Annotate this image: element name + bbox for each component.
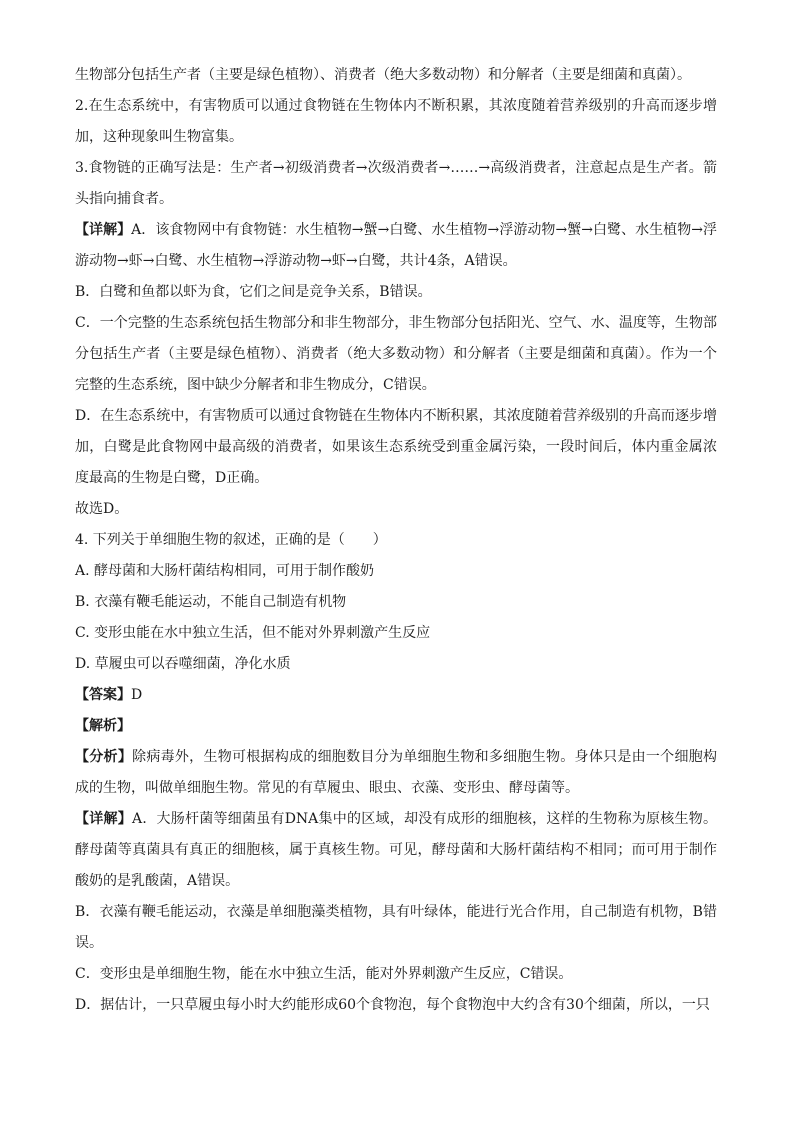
- paragraph-point-3: 3.食物链的正确写法是：生产者→初级消费者→次级消费者→……→高级消费者，注意起点是生产者。箭头指向捕食者。: [75, 160, 717, 207]
- document-page: [75, 60, 717, 1021]
- detail2-a-text: A．大肠杆菌等细菌虽有DNA集中的区域，却没有成形的细胞核，这样的生物称为原核生物。酵母菌等真菌具有真正的细胞核，属于真核生物。可见，酵母菌和大肠杆菌结构不相同；而可用于制作酸奶的是乳酸菌，A错误。: [75, 811, 718, 889]
- option-c: C. 变形虫能在水中独立生活，但不能对外界刺激产生反应: [75, 625, 431, 641]
- analysis-tag: 【解析】: [75, 718, 131, 734]
- paragraph-detail2-c: C．变形虫是单细胞生物，能在水中独立生活，能对外界刺激产生反应，C错误。: [75, 966, 573, 982]
- fenxi-tag: 【分析】: [75, 749, 133, 765]
- detail-tag: 【详解】: [75, 222, 132, 238]
- paragraph-detail-d: D．在生态系统中，有害物质可以通过食物链在生物体内不断积累，其浓度随着营养级别的升高而逐步增加，白鹭是此食物网中最高级的消费者，如果该生态系统受到重金属污染，一段时间后，体内重金属浓度最高的生物是白鹭，D正确。: [75, 408, 717, 486]
- answer-value: D: [131, 687, 143, 703]
- paragraph-conclusion: 故选D。: [75, 501, 129, 517]
- answer-line: [75, 680, 717, 711]
- paragraph-detail-a: [75, 215, 717, 277]
- fenxi-text: 除病毒外，生物可根据构成的细胞数目分为单细胞生物和多细胞生物。身体只是由一个细胞构成的生物，叫做单细胞生物。常见的有草履虫、眼虫、衣藻、变形虫、酵母菌等。: [75, 749, 718, 796]
- paragraph-detail2-d: D．据估计，一只草履虫每小时大约能形成60个食物泡，每个食物泡中大约含有30个细菌，所以，一只: [75, 997, 710, 1013]
- paragraph-detail-c: C．一个完整的生态系统包括生物部分和非生物部分，非生物部分包括阳光、空气、水、温度等，生物部分包括生产者（主要是绿色植物）、消费者（绝大多数动物）和分解者（主要是细菌和真菌）。作为一个完整的生态系统，图中缺少分解者和非生物成分，C错误。: [75, 315, 717, 393]
- paragraph-detail2-b: B．衣藻有鞭毛能运动，衣藻是单细胞藻类植物，具有叶绿体，能进行光合作用，自己制造有机物，B错误。: [75, 904, 717, 951]
- paragraph-detail2-a: [75, 804, 717, 897]
- detail-tag-2: 【详解】: [75, 811, 132, 827]
- answer-tag: 【答案】: [75, 687, 131, 703]
- paragraph-biotic-components: 生物部分包括生产者（主要是绿色植物）、消费者（绝大多数动物）和分解者（主要是细菌和真菌）。: [75, 67, 691, 83]
- question-4: 4. 下列关于单细胞生物的叙述，正确的是（ ）: [75, 532, 387, 548]
- option-b: B. 衣藻有鞭毛能运动，不能自己制造有机物: [75, 594, 347, 610]
- detail-a-text: A．该食物网中有食物链：水生植物→蟹→白鹭、水生植物→浮游动物→蟹→白鹭、水生植物→浮游动物→虾→白鹭、水生植物→浮游动物→虾→白鹭，共计4条，A错误。: [75, 222, 718, 269]
- paragraph-fenxi: [75, 742, 717, 804]
- option-a: A. 酵母菌和大肠杆菌结构相同，可用于制作酸奶: [75, 563, 375, 579]
- paragraph-point-2: 2.在生态系统中，有害物质可以通过食物链在生物体内不断积累，其浓度随着营养级别的升高而逐步增加，这种现象叫生物富集。: [75, 98, 717, 145]
- paragraph-detail-b: B．白鹭和鱼都以虾为食，它们之间是竞争关系，B错误。: [75, 284, 432, 300]
- option-d: D. 草履虫可以吞噬细菌，净化水质: [75, 656, 291, 672]
